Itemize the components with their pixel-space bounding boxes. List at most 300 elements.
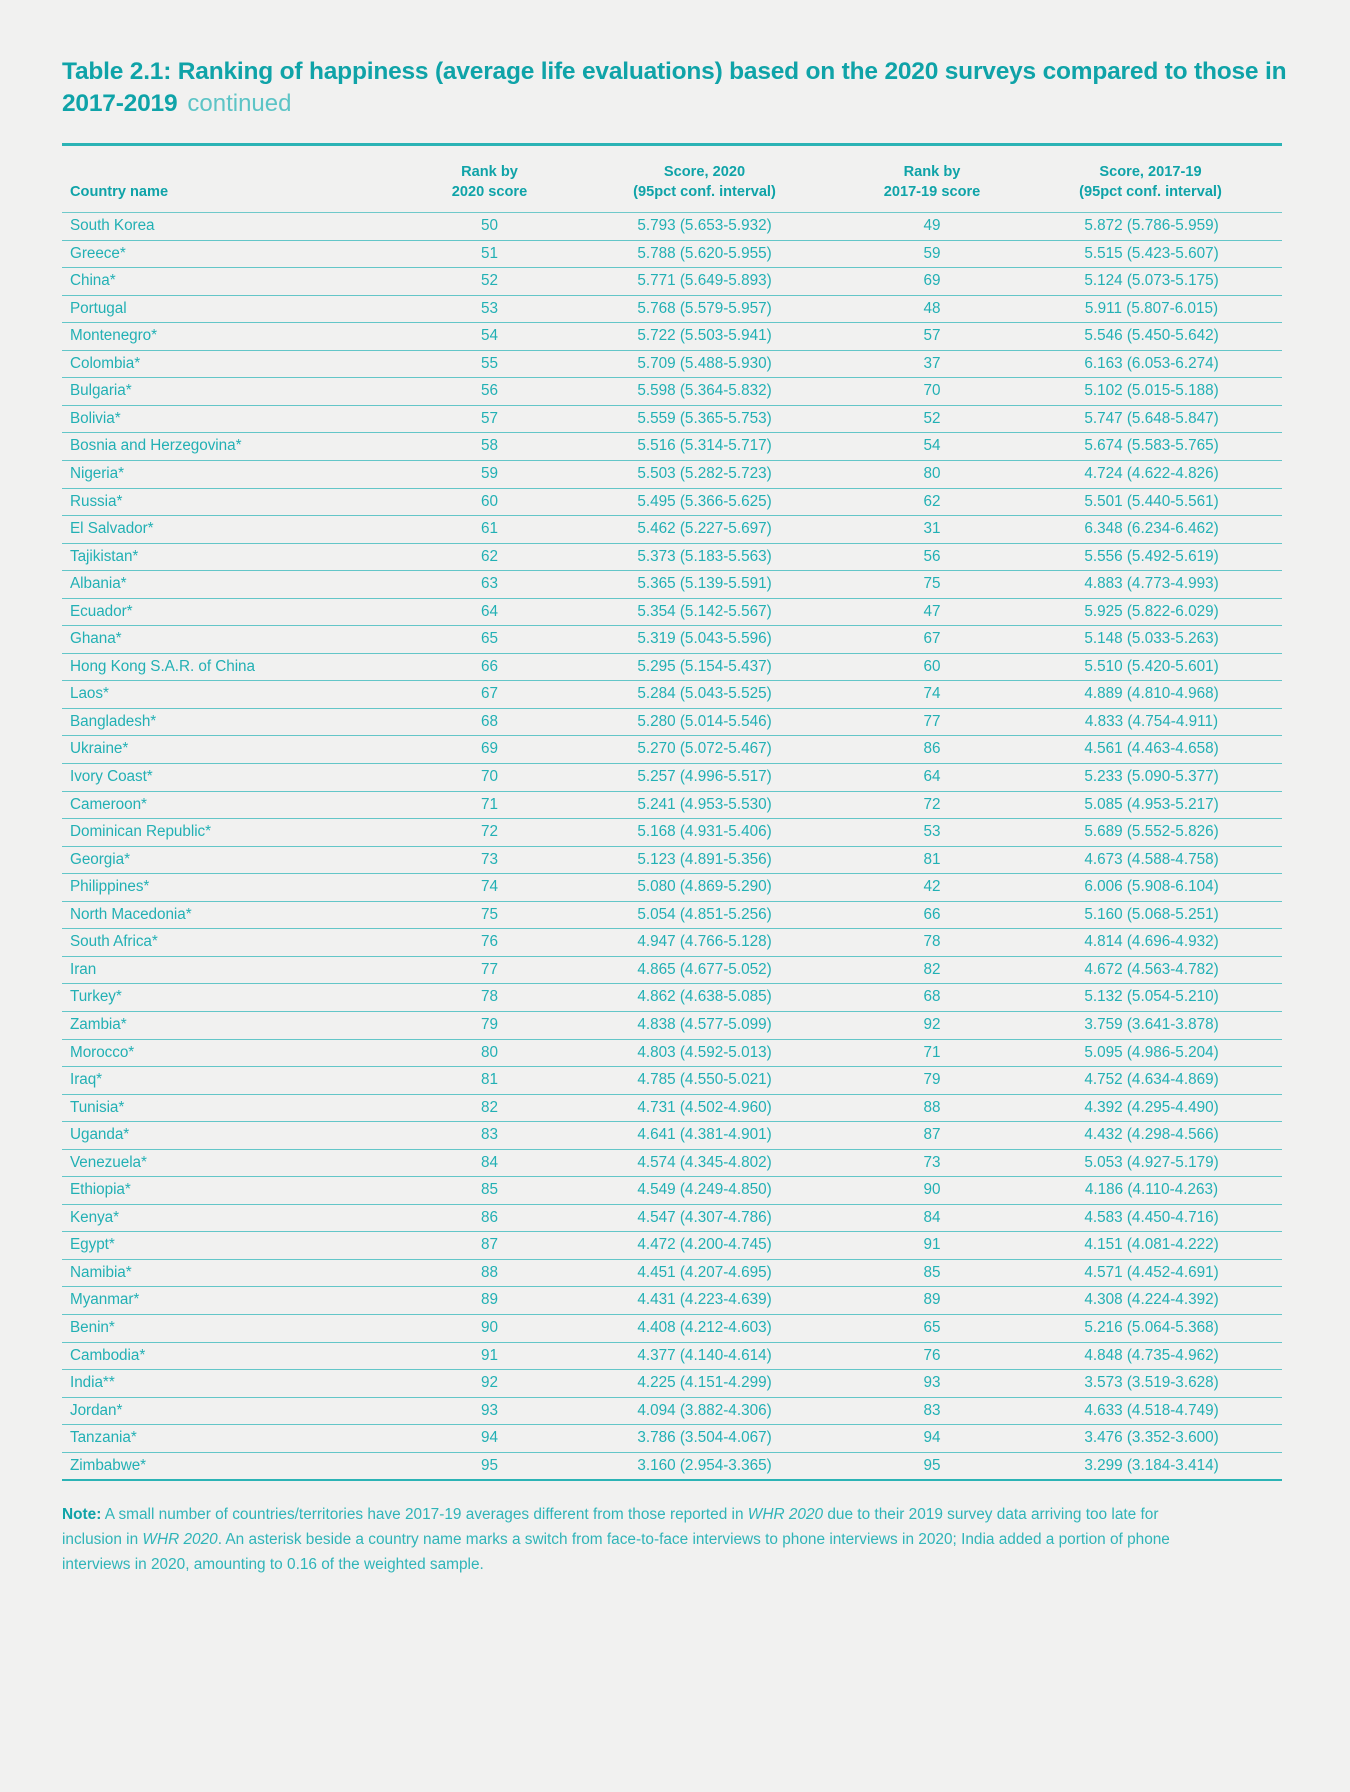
cell-country-name: Bulgaria* (62, 378, 407, 406)
cell-score-2017-19: 5.501 (5.440-5.561) (1027, 488, 1282, 516)
table-row (62, 543, 1282, 571)
cell-rank-2020: 87 (407, 1232, 572, 1260)
cell-rank-2020: 59 (407, 461, 572, 489)
cell-rank-2020: 61 (407, 516, 572, 544)
cell-rank-2020: 95 (407, 1452, 572, 1480)
note-emphasis-1: WHR 2020 (747, 1506, 824, 1524)
cell-country-name: Jordan* (62, 1397, 407, 1425)
cell-score-2017-19: 4.833 (4.754-4.911) (1027, 708, 1282, 736)
cell-score-2017-19: 5.872 (5.786-5.959) (1027, 213, 1282, 241)
column-header-rank-2017-19-line1: Rank by (903, 163, 961, 180)
cell-score-2020: 5.516 (5.314-5.717) (572, 433, 837, 461)
cell-rank-2017-19: 74 (837, 681, 1027, 709)
cell-rank-2017-19: 60 (837, 653, 1027, 681)
cell-rank-2020: 78 (407, 984, 572, 1012)
cell-score-2017-19: 5.925 (5.822-6.029) (1027, 598, 1282, 626)
cell-country-name: Namibia* (62, 1259, 407, 1287)
cell-score-2017-19: 5.053 (4.927-5.179) (1027, 1149, 1282, 1177)
cell-score-2017-19: 6.163 (6.053-6.274) (1027, 350, 1282, 378)
cell-score-2020: 5.722 (5.503-5.941) (572, 323, 837, 351)
cell-country-name: Ghana* (62, 626, 407, 654)
table-row (62, 791, 1282, 819)
cell-score-2020: 5.771 (5.649-5.893) (572, 268, 837, 296)
cell-rank-2017-19: 94 (837, 1425, 1027, 1453)
cell-score-2020: 5.241 (4.953-5.530) (572, 791, 837, 819)
cell-country-name: Zimbabwe* (62, 1452, 407, 1480)
cell-country-name: Greece* (62, 240, 407, 268)
cell-country-name: North Macedonia* (62, 901, 407, 929)
cell-score-2020: 4.472 (4.200-4.745) (572, 1232, 837, 1260)
table-row (62, 764, 1282, 792)
cell-country-name: Montenegro* (62, 323, 407, 351)
table-row (62, 846, 1282, 874)
cell-country-name: Uganda* (62, 1122, 407, 1150)
table-row (62, 516, 1282, 544)
cell-rank-2017-19: 83 (837, 1397, 1027, 1425)
table-row (62, 488, 1282, 516)
cell-score-2020: 4.641 (4.381-4.901) (572, 1122, 837, 1150)
cell-score-2020: 5.054 (4.851-5.256) (572, 901, 837, 929)
cell-score-2017-19: 5.546 (5.450-5.642) (1027, 323, 1282, 351)
cell-score-2017-19: 4.308 (4.224-4.392) (1027, 1287, 1282, 1315)
cell-score-2017-19: 4.186 (4.110-4.263) (1027, 1177, 1282, 1205)
cell-rank-2020: 52 (407, 268, 572, 296)
cell-score-2017-19: 5.556 (5.492-5.619) (1027, 543, 1282, 571)
note-segment-1: A small number of countries/territories have 2017-19 averages different from those reported in (101, 1506, 748, 1524)
cell-score-2017-19: 4.571 (4.452-4.691) (1027, 1259, 1282, 1287)
cell-score-2017-19: 3.476 (3.352-3.600) (1027, 1425, 1282, 1453)
cell-country-name: Iran (62, 956, 407, 984)
cell-rank-2017-19: 47 (837, 598, 1027, 626)
table-row (62, 1397, 1282, 1425)
cell-rank-2020: 70 (407, 764, 572, 792)
cell-country-name: Russia* (62, 488, 407, 516)
cell-score-2017-19: 4.814 (4.696-4.932) (1027, 929, 1282, 957)
table-header (62, 144, 1282, 212)
cell-rank-2017-19: 37 (837, 350, 1027, 378)
cell-rank-2020: 85 (407, 1177, 572, 1205)
cell-score-2020: 5.709 (5.488-5.930) (572, 350, 837, 378)
cell-score-2017-19: 4.724 (4.622-4.826) (1027, 461, 1282, 489)
cell-rank-2017-19: 53 (837, 819, 1027, 847)
table-row (62, 736, 1282, 764)
cell-rank-2017-19: 71 (837, 1039, 1027, 1067)
cell-score-2017-19: 4.392 (4.295-4.490) (1027, 1094, 1282, 1122)
column-header-rank-2017-19 (837, 144, 1027, 212)
cell-rank-2017-19: 48 (837, 295, 1027, 323)
cell-score-2020: 4.094 (3.882-4.306) (572, 1397, 837, 1425)
cell-rank-2020: 69 (407, 736, 572, 764)
table-row (62, 1314, 1282, 1342)
cell-country-name: Colombia* (62, 350, 407, 378)
table-row (62, 571, 1282, 599)
cell-score-2017-19: 5.095 (4.986-5.204) (1027, 1039, 1282, 1067)
table-row (62, 1039, 1282, 1067)
cell-rank-2020: 86 (407, 1204, 572, 1232)
cell-score-2020: 5.270 (5.072-5.467) (572, 736, 837, 764)
cell-score-2020: 5.793 (5.653-5.932) (572, 213, 837, 241)
column-header-country (62, 144, 407, 212)
cell-rank-2017-19: 57 (837, 323, 1027, 351)
table-row (62, 1094, 1282, 1122)
cell-country-name: Albania* (62, 571, 407, 599)
cell-score-2017-19: 4.752 (4.634-4.869) (1027, 1067, 1282, 1095)
cell-score-2020: 4.785 (4.550-5.021) (572, 1067, 837, 1095)
cell-rank-2020: 68 (407, 708, 572, 736)
cell-score-2017-19: 4.672 (4.563-4.782) (1027, 956, 1282, 984)
cell-score-2020: 4.803 (4.592-5.013) (572, 1039, 837, 1067)
cell-score-2020: 4.731 (4.502-4.960) (572, 1094, 837, 1122)
cell-country-name: Kenya* (62, 1204, 407, 1232)
cell-score-2017-19: 3.759 (3.641-3.878) (1027, 1011, 1282, 1039)
cell-score-2017-19: 3.299 (3.184-3.414) (1027, 1452, 1282, 1480)
table-row (62, 268, 1282, 296)
cell-rank-2017-19: 42 (837, 874, 1027, 902)
cell-country-name: Venezuela* (62, 1149, 407, 1177)
column-header-score-2017-19-line2: (95pct conf. interval) (1079, 184, 1222, 201)
cell-rank-2017-19: 92 (837, 1011, 1027, 1039)
cell-country-name: Morocco* (62, 1039, 407, 1067)
cell-country-name: Georgia* (62, 846, 407, 874)
cell-score-2017-19: 5.102 (5.015-5.188) (1027, 378, 1282, 406)
cell-score-2017-19: 5.160 (5.068-5.251) (1027, 901, 1282, 929)
cell-rank-2020: 88 (407, 1259, 572, 1287)
cell-rank-2017-19: 64 (837, 764, 1027, 792)
cell-rank-2017-19: 67 (837, 626, 1027, 654)
cell-rank-2020: 80 (407, 1039, 572, 1067)
cell-score-2020: 5.284 (5.043-5.525) (572, 681, 837, 709)
column-header-score-2020-line2: (95pct conf. interval) (633, 184, 776, 201)
cell-rank-2017-19: 56 (837, 543, 1027, 571)
cell-score-2017-19: 5.148 (5.033-5.263) (1027, 626, 1282, 654)
cell-rank-2020: 56 (407, 378, 572, 406)
cell-rank-2020: 83 (407, 1122, 572, 1150)
cell-rank-2017-19: 68 (837, 984, 1027, 1012)
cell-rank-2020: 84 (407, 1149, 572, 1177)
table-row (62, 1452, 1282, 1480)
table-body (62, 213, 1282, 1481)
table-row (62, 984, 1282, 1012)
table-row (62, 378, 1282, 406)
cell-country-name: China* (62, 268, 407, 296)
cell-rank-2020: 60 (407, 488, 572, 516)
cell-rank-2020: 75 (407, 901, 572, 929)
cell-rank-2017-19: 95 (837, 1452, 1027, 1480)
cell-score-2020: 4.408 (4.212-4.603) (572, 1314, 837, 1342)
cell-rank-2017-19: 76 (837, 1342, 1027, 1370)
happiness-ranking-table (62, 143, 1282, 1482)
cell-rank-2017-19: 81 (837, 846, 1027, 874)
cell-score-2017-19: 4.432 (4.298-4.566) (1027, 1122, 1282, 1150)
table-row (62, 1204, 1282, 1232)
table-title-continued: continued (187, 90, 292, 118)
cell-country-name: Hong Kong S.A.R. of China (62, 653, 407, 681)
column-header-rank-2020 (407, 144, 572, 212)
table-row (62, 819, 1282, 847)
cell-score-2020: 4.862 (4.638-5.085) (572, 984, 837, 1012)
cell-country-name: Tanzania* (62, 1425, 407, 1453)
cell-country-name: Benin* (62, 1314, 407, 1342)
cell-score-2020: 5.503 (5.282-5.723) (572, 461, 837, 489)
cell-score-2017-19: 4.673 (4.588-4.758) (1027, 846, 1282, 874)
cell-score-2017-19: 5.911 (5.807-6.015) (1027, 295, 1282, 323)
cell-country-name: Dominican Republic* (62, 819, 407, 847)
cell-score-2020: 3.786 (3.504-4.067) (572, 1425, 837, 1453)
cell-rank-2017-19: 82 (837, 956, 1027, 984)
cell-score-2020: 4.451 (4.207-4.695) (572, 1259, 837, 1287)
cell-rank-2020: 92 (407, 1370, 572, 1398)
table-row (62, 626, 1282, 654)
cell-score-2017-19: 4.583 (4.450-4.716) (1027, 1204, 1282, 1232)
cell-rank-2020: 65 (407, 626, 572, 654)
cell-country-name: Cambodia* (62, 1342, 407, 1370)
cell-rank-2017-19: 86 (837, 736, 1027, 764)
cell-rank-2020: 89 (407, 1287, 572, 1315)
cell-rank-2020: 58 (407, 433, 572, 461)
cell-score-2020: 4.838 (4.577-5.099) (572, 1011, 837, 1039)
table-row (62, 213, 1282, 241)
cell-score-2020: 5.462 (5.227-5.697) (572, 516, 837, 544)
cell-country-name: Ecuador* (62, 598, 407, 626)
cell-country-name: Iraq* (62, 1067, 407, 1095)
cell-rank-2017-19: 91 (837, 1232, 1027, 1260)
cell-rank-2020: 63 (407, 571, 572, 599)
cell-rank-2020: 79 (407, 1011, 572, 1039)
cell-rank-2017-19: 93 (837, 1370, 1027, 1398)
table-row (62, 929, 1282, 957)
note-emphasis-2: WHR 2020 (142, 1531, 218, 1549)
cell-rank-2020: 76 (407, 929, 572, 957)
cell-rank-2020: 91 (407, 1342, 572, 1370)
column-header-score-2017-19-line1: Score, 2017-19 (1099, 163, 1202, 180)
cell-rank-2020: 55 (407, 350, 572, 378)
cell-score-2020: 4.377 (4.140-4.614) (572, 1342, 837, 1370)
cell-score-2020: 4.225 (4.151-4.299) (572, 1370, 837, 1398)
cell-country-name: Turkey* (62, 984, 407, 1012)
cell-country-name: Tajikistan* (62, 543, 407, 571)
column-header-rank-2020-line2: 2020 score (451, 184, 528, 201)
cell-score-2017-19: 5.233 (5.090-5.377) (1027, 764, 1282, 792)
table-title-main: Table 2.1: Ranking of happiness (average life evaluations) based on the 2020 surveys compared to those in 2017-2019 (62, 58, 1287, 118)
cell-rank-2017-19: 72 (837, 791, 1027, 819)
column-header-rank-2017-19-line2: 2017-19 score (883, 184, 981, 201)
cell-country-name: Ivory Coast* (62, 764, 407, 792)
cell-rank-2017-19: 88 (837, 1094, 1027, 1122)
cell-score-2020: 5.598 (5.364-5.832) (572, 378, 837, 406)
cell-score-2020: 5.495 (5.366-5.625) (572, 488, 837, 516)
cell-score-2020: 5.373 (5.183-5.563) (572, 543, 837, 571)
cell-rank-2017-19: 85 (837, 1259, 1027, 1287)
cell-rank-2017-19: 54 (837, 433, 1027, 461)
table-row (62, 433, 1282, 461)
table-row (62, 295, 1282, 323)
cell-country-name: Nigeria* (62, 461, 407, 489)
note-label: Note: (62, 1506, 102, 1524)
cell-score-2020: 5.319 (5.043-5.596) (572, 626, 837, 654)
table-row (62, 1067, 1282, 1095)
cell-country-name: South Africa* (62, 929, 407, 957)
cell-country-name: Tunisia* (62, 1094, 407, 1122)
cell-country-name: Philippines* (62, 874, 407, 902)
cell-rank-2017-19: 80 (837, 461, 1027, 489)
cell-score-2017-19: 5.510 (5.420-5.601) (1027, 653, 1282, 681)
cell-score-2017-19: 4.633 (4.518-4.749) (1027, 1397, 1282, 1425)
table-row (62, 350, 1282, 378)
cell-score-2020: 5.295 (5.154-5.437) (572, 653, 837, 681)
table-row (62, 1232, 1282, 1260)
cell-score-2017-19: 6.348 (6.234-6.462) (1027, 516, 1282, 544)
cell-rank-2017-19: 70 (837, 378, 1027, 406)
column-header-score-2020-line1: Score, 2020 (663, 163, 746, 180)
cell-rank-2020: 93 (407, 1397, 572, 1425)
cell-score-2020: 4.574 (4.345-4.802) (572, 1149, 837, 1177)
table-row (62, 240, 1282, 268)
cell-score-2017-19: 5.747 (5.648-5.847) (1027, 405, 1282, 433)
cell-country-name: Ukraine* (62, 736, 407, 764)
cell-score-2020: 5.257 (4.996-5.517) (572, 764, 837, 792)
cell-country-name: Bolivia* (62, 405, 407, 433)
cell-rank-2020: 50 (407, 213, 572, 241)
cell-rank-2017-19: 59 (837, 240, 1027, 268)
cell-rank-2020: 74 (407, 874, 572, 902)
cell-rank-2020: 71 (407, 791, 572, 819)
cell-score-2017-19: 4.151 (4.081-4.222) (1027, 1232, 1282, 1260)
cell-score-2020: 3.160 (2.954-3.365) (572, 1452, 837, 1480)
cell-rank-2017-19: 31 (837, 516, 1027, 544)
cell-country-name: South Korea (62, 213, 407, 241)
cell-score-2017-19: 4.889 (4.810-4.968) (1027, 681, 1282, 709)
note-segment-2: due to their 2019 survey data arriving too late for inclusion in (62, 1506, 1159, 1549)
cell-score-2020: 5.080 (4.869-5.290) (572, 874, 837, 902)
cell-score-2017-19: 3.573 (3.519-3.628) (1027, 1370, 1282, 1398)
table-row (62, 461, 1282, 489)
cell-rank-2020: 73 (407, 846, 572, 874)
cell-rank-2017-19: 84 (837, 1204, 1027, 1232)
table-row (62, 1425, 1282, 1453)
cell-country-name: Bangladesh* (62, 708, 407, 736)
table-row (62, 874, 1282, 902)
cell-rank-2020: 94 (407, 1425, 572, 1453)
cell-score-2017-19: 5.674 (5.583-5.765) (1027, 433, 1282, 461)
table-row (62, 1287, 1282, 1315)
header-row (62, 144, 1282, 212)
cell-rank-2020: 53 (407, 295, 572, 323)
table-row (62, 653, 1282, 681)
column-header-score-2017-19 (1027, 144, 1282, 212)
cell-rank-2017-19: 77 (837, 708, 1027, 736)
cell-score-2017-19: 4.848 (4.735-4.962) (1027, 1342, 1282, 1370)
cell-score-2017-19: 5.132 (5.054-5.210) (1027, 984, 1282, 1012)
cell-score-2017-19: 5.689 (5.552-5.826) (1027, 819, 1282, 847)
cell-rank-2017-19: 79 (837, 1067, 1027, 1095)
table-row (62, 1122, 1282, 1150)
cell-score-2020: 4.431 (4.223-4.639) (572, 1287, 837, 1315)
cell-score-2020: 5.280 (5.014-5.546) (572, 708, 837, 736)
cell-rank-2017-19: 75 (837, 571, 1027, 599)
table-row (62, 405, 1282, 433)
cell-country-name: Ethiopia* (62, 1177, 407, 1205)
table-row (62, 598, 1282, 626)
cell-score-2017-19: 4.883 (4.773-4.993) (1027, 571, 1282, 599)
note-segment-3: . An asterisk beside a country name marks a switch from face-to-face interviews to phone interviews in 2020; India added a portion of phone interviews in 2020, amounting to 0.16 of the weighted sample. (62, 1531, 1170, 1574)
cell-score-2017-19: 5.216 (5.064-5.368) (1027, 1314, 1282, 1342)
cell-country-name: India** (62, 1370, 407, 1398)
cell-rank-2020: 57 (407, 405, 572, 433)
table-row (62, 1370, 1282, 1398)
cell-score-2017-19: 5.124 (5.073-5.175) (1027, 268, 1282, 296)
cell-score-2020: 5.123 (4.891-5.356) (572, 846, 837, 874)
table-row (62, 956, 1282, 984)
table-row (62, 708, 1282, 736)
cell-rank-2020: 62 (407, 543, 572, 571)
column-header-country-line2: Country name (70, 184, 169, 201)
table-row (62, 1011, 1282, 1039)
column-header-rank-2020-line1: Rank by (461, 163, 518, 180)
cell-rank-2020: 54 (407, 323, 572, 351)
cell-country-name: Egypt* (62, 1232, 407, 1260)
cell-rank-2020: 72 (407, 819, 572, 847)
cell-country-name: Cameroon* (62, 791, 407, 819)
cell-rank-2020: 90 (407, 1314, 572, 1342)
cell-score-2017-19: 5.085 (4.953-5.217) (1027, 791, 1282, 819)
cell-score-2020: 4.865 (4.677-5.052) (572, 956, 837, 984)
cell-rank-2017-19: 62 (837, 488, 1027, 516)
table-row (62, 1149, 1282, 1177)
cell-rank-2020: 51 (407, 240, 572, 268)
cell-rank-2017-19: 78 (837, 929, 1027, 957)
cell-score-2020: 4.549 (4.249-4.850) (572, 1177, 837, 1205)
table-row (62, 901, 1282, 929)
cell-score-2020: 4.947 (4.766-5.128) (572, 929, 837, 957)
cell-rank-2020: 82 (407, 1094, 572, 1122)
cell-rank-2017-19: 90 (837, 1177, 1027, 1205)
cell-score-2017-19: 6.006 (5.908-6.104) (1027, 874, 1282, 902)
cell-rank-2017-19: 65 (837, 1314, 1027, 1342)
cell-score-2017-19: 5.515 (5.423-5.607) (1027, 240, 1282, 268)
cell-rank-2017-19: 52 (837, 405, 1027, 433)
cell-rank-2017-19: 73 (837, 1149, 1027, 1177)
table-row (62, 1177, 1282, 1205)
table-note (62, 1503, 1182, 1578)
cell-score-2020: 4.547 (4.307-4.786) (572, 1204, 837, 1232)
cell-score-2020: 5.354 (5.142-5.567) (572, 598, 837, 626)
cell-rank-2017-19: 66 (837, 901, 1027, 929)
table-row (62, 681, 1282, 709)
cell-rank-2020: 64 (407, 598, 572, 626)
column-header-score-2020 (572, 144, 837, 212)
cell-rank-2020: 81 (407, 1067, 572, 1095)
cell-score-2020: 5.788 (5.620-5.955) (572, 240, 837, 268)
cell-score-2020: 5.365 (5.139-5.591) (572, 571, 837, 599)
page-title (62, 56, 1288, 121)
cell-score-2017-19: 4.561 (4.463-4.658) (1027, 736, 1282, 764)
cell-rank-2017-19: 69 (837, 268, 1027, 296)
cell-rank-2017-19: 89 (837, 1287, 1027, 1315)
cell-rank-2017-19: 49 (837, 213, 1027, 241)
cell-score-2020: 5.768 (5.579-5.957) (572, 295, 837, 323)
table-row (62, 1259, 1282, 1287)
cell-rank-2020: 67 (407, 681, 572, 709)
cell-country-name: Bosnia and Herzegovina* (62, 433, 407, 461)
table-row (62, 1342, 1282, 1370)
cell-rank-2020: 77 (407, 956, 572, 984)
cell-score-2020: 5.559 (5.365-5.753) (572, 405, 837, 433)
cell-rank-2020: 66 (407, 653, 572, 681)
cell-country-name: Laos* (62, 681, 407, 709)
cell-country-name: Portugal (62, 295, 407, 323)
table-row (62, 323, 1282, 351)
cell-rank-2017-19: 87 (837, 1122, 1027, 1150)
